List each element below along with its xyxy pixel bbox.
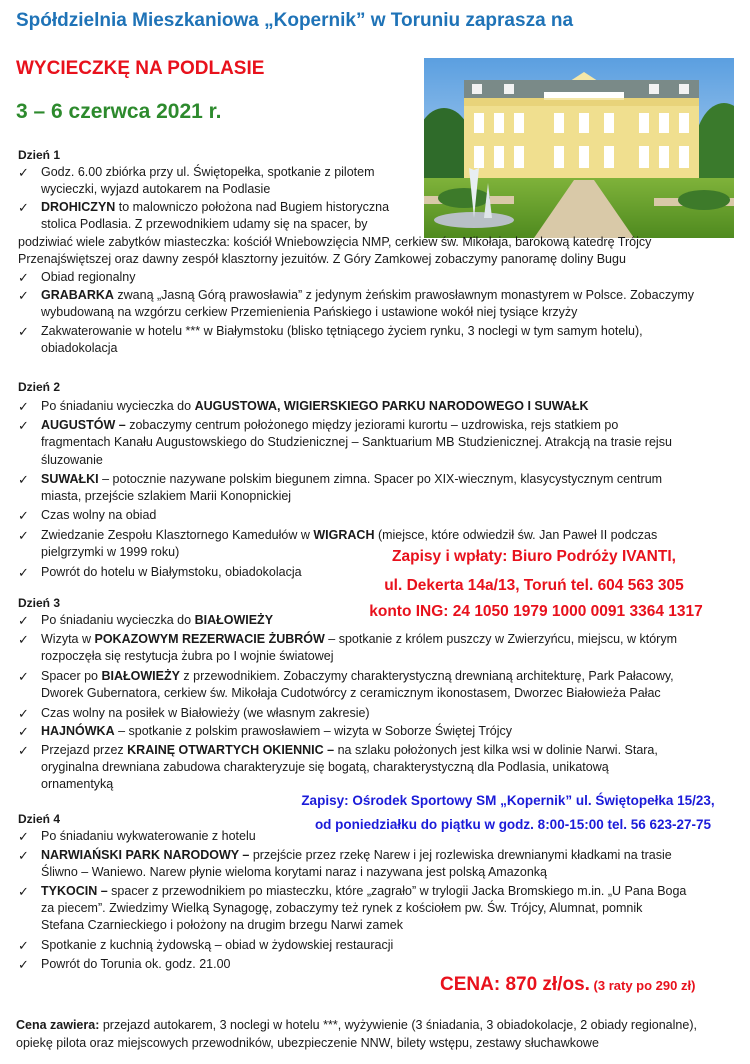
day1-item3: Obiad regionalny <box>41 270 136 284</box>
day2-item3-line1 <box>41 471 662 488</box>
check-icon: ✓ <box>18 418 29 433</box>
check-icon: ✓ <box>18 669 29 684</box>
day3-item4: Czas wolny na posiłek w Białowieży (we własnym zakresie) <box>41 706 370 720</box>
check-icon: ✓ <box>18 706 29 721</box>
place-name: NARWIAŃSKI PARK NARODOWY – <box>41 848 250 862</box>
office-line1: Zapisy: Ośrodek Sportowy SM „Kopernik” ul. Świętopełka 15/23, <box>301 793 715 808</box>
day2-item6: Powrót do hotelu w Białymstoku, obiadokolacja <box>41 565 302 579</box>
day1-label: Dzień 1 <box>18 148 61 162</box>
booking-line1: Zapisy i wpłaty: Biuro Podróży IVANTI, <box>392 548 676 565</box>
place-name: DROHICZYN <box>41 200 116 214</box>
item-text: przejście przez rzekę Narew i jej rozlewiska drewnianymi kładkami na trasie <box>249 848 672 862</box>
place-name: SUWAŁKI <box>41 472 99 486</box>
day3-item6-line3: ornamentyką <box>41 777 114 791</box>
item-text: Zwiedzanie Zespołu Klasztornego Kamedułów w <box>41 528 314 542</box>
day3-item6-line2: oryginalna drewniana zabudowa charakteryzuje się bogatą, charakterystyczną dla Podlasia, unikatową <box>41 760 609 774</box>
item-text: to malowniczo położona nad Bugiem historyczna <box>115 200 390 214</box>
day3-item5 <box>41 723 512 740</box>
item-text: – potocznie nazywane polskim biegunem zimna. Spacer po XIX-wiecznym, klasycystycznym centrum <box>98 472 663 486</box>
place-name: HAJNÓWKA <box>41 724 115 738</box>
day1-item1-line2: wycieczki, wyjazd autokarem na Podlasie <box>41 182 271 196</box>
place-name: POKAZOWYM REZERWACIE ŻUBRÓW <box>94 632 325 646</box>
check-icon: ✓ <box>18 472 29 487</box>
check-icon: ✓ <box>18 200 29 215</box>
day1-item4-line2: wybudowaną na wzgórzu cerkiew Przemienienia Pańskiego i ustawione wokół niej tysiące krzyży <box>41 305 578 319</box>
item-text: Wizyta w <box>41 632 95 646</box>
place-name: AUGUSTÓW – <box>41 418 126 432</box>
item-text: Spacer po <box>41 669 102 683</box>
item-text: Po śniadaniu wycieczka do <box>41 613 195 627</box>
check-icon: ✓ <box>18 288 29 303</box>
place-name: GRABARKA <box>41 288 114 302</box>
day2-item2-line3: śluzowanie <box>41 453 103 467</box>
day2-label: Dzień 2 <box>18 380 61 394</box>
organizer-title: Spółdzielnia Mieszkaniowa „Kopernik” w Toruniu zaprasza na <box>16 10 574 31</box>
day3-item6-line1 <box>41 742 658 759</box>
day2-item2-line2: fragmentach Kanału Augustowskiego do Studzienicznej – Sanktuarium MB Studzienicznej. Atrakcją na trasie rejsu <box>41 435 672 449</box>
check-icon: ✓ <box>18 829 29 844</box>
price-installments: (3 raty po 290 zł) <box>589 978 696 993</box>
booking-line2: ul. Dekerta 14a/13, Toruń tel. 604 563 305 <box>384 577 684 594</box>
check-icon: ✓ <box>18 938 29 953</box>
check-icon: ✓ <box>18 565 29 580</box>
price-main: CENA: 870 zł/os. <box>440 974 590 995</box>
check-icon: ✓ <box>18 324 29 339</box>
day4-item5: Powrót do Torunia ok. godz. 21.00 <box>41 957 231 971</box>
day3-label: Dzień 3 <box>18 596 61 610</box>
day1-item2-line3: podziwiać wiele zabytków miasteczka: kościół Wniebowzięcia NMP, cerkiew św. Mikołaja, barokową katedrę Trójcy <box>18 235 652 249</box>
day1-item4-line1 <box>41 287 694 304</box>
item-text: Przejazd przez <box>41 743 128 757</box>
day4-item3-line2: za piecem”. Zwiedzimy Wielką Synagogę, zobaczymy też rynek z kościołem pw. Św. Trójcy, Alumnat, pomnik <box>41 901 643 915</box>
place-name: TYKOCIN – <box>41 884 108 898</box>
price-line <box>440 974 695 996</box>
day2-item5-line1 <box>41 527 657 544</box>
price-includes <box>16 1016 734 1052</box>
day2-item4: Czas wolny na obiad <box>41 508 157 522</box>
item-text: – spotkanie z polskim prawosławiem – wizyta w Soborze Świętej Trójcy <box>114 724 512 738</box>
day1-item2-line1 <box>41 199 389 216</box>
item-text: – spotkanie z królem puszczy w Zwierzyńcu, miejscu, w którym <box>324 632 677 646</box>
price-includes-text: przejazd autokarem, 3 noclegi w hotelu ***, wyżywienie (3 śniadania, 3 obiadokolacje, 2 obiady regionalne), opiekę pilota oraz miejscowych przewodników, ubezpieczenie NNW, bilety wstępu, zestawy słuchawkowe <box>16 1018 697 1050</box>
check-icon: ✓ <box>18 884 29 899</box>
place-name: BIAŁOWIEŻY <box>101 669 180 683</box>
day4-item3-line3: Stefana Czarnieckiego i położony na drugim brzegu Narwi zamek <box>41 918 403 932</box>
day4-item3-line1 <box>41 883 686 900</box>
day1-item5-line1: Zakwaterowanie w hotelu *** w Białymstoku (blisko tętniącego życiem rynku, 3 noclegi w tym samym hotelu), <box>41 324 643 338</box>
day4-item2-line1 <box>41 847 672 864</box>
check-icon: ✓ <box>18 848 29 863</box>
place-name: AUGUSTOWA, WIGIERSKIEGO PARKU NARODOWEGO I SUWAŁK <box>194 399 589 413</box>
check-icon: ✓ <box>18 528 29 543</box>
item-text: zwaną „Jasną Górą prawosławia” z jedynym żeńskim prawosławnym monastyrem w Polsce. Zobaczymy <box>113 288 694 302</box>
item-text: zobaczymy centrum położonego między jeziorami kurortu – uzdrowiska, rejs statkiem po <box>125 418 619 432</box>
check-icon: ✓ <box>18 632 29 647</box>
item-text: na szlaku położonych jest kilka wsi w dolinie Narwi. Stara, <box>334 743 658 757</box>
item-text: spacer z przewodnikiem po miasteczku, które „zagrało” w trylogii Jacka Bromskiego m.in. „U Pana Boga <box>107 884 687 898</box>
check-icon: ✓ <box>18 613 29 628</box>
palace-photo <box>424 58 734 238</box>
day4-label: Dzień 4 <box>18 812 61 826</box>
check-icon: ✓ <box>18 724 29 739</box>
office-line2: od poniedziałku do piątku w godz. 8:00-15:00 tel. 56 623-27-75 <box>314 817 712 832</box>
place-name: BIAŁOWIEŻY <box>194 613 274 627</box>
check-icon: ✓ <box>18 957 29 972</box>
day3-item2-line2: rozpoczęła się restytucja żubra po I wojnie światowej <box>41 649 334 663</box>
day1-item2-line2: stolica Podlasia. Z przewodnikiem udamy się na spacer, by <box>41 217 368 231</box>
price-includes-label: Cena zawiera: <box>16 1018 100 1032</box>
check-icon: ✓ <box>18 165 29 180</box>
day3-item3-line2: Dworek Gubernatora, cerkiew św. Mikołaja Cudotwórcy z ceramicznym ikonostasem, Dworzec Białowieża Pałac <box>41 686 661 700</box>
check-icon: ✓ <box>18 270 29 285</box>
day4-item1: Po śniadaniu wykwaterowanie z hotelu <box>41 829 256 843</box>
day3-item2-line1 <box>41 631 677 648</box>
trip-heading: WYCIECZKĘ NA PODLASIE <box>16 58 265 79</box>
check-icon: ✓ <box>18 743 29 758</box>
place-name: WIGRACH <box>313 528 375 542</box>
day2-item3-line2: miasta, przejście szlakiem Marii Konopnickiej <box>41 489 292 503</box>
day4-item4: Spotkanie z kuchnią żydowską – obiad w żydowskiej restauracji <box>41 938 394 952</box>
day3-item3-line1 <box>41 668 674 685</box>
place-name: KRAINĘ OTWARTYCH OKIENNIC – <box>127 743 335 757</box>
day1-item2-line4: Przenajświętszej oraz dawny zespół klasztorny jezuitów. Z Góry Zamkowej zobaczymy panoramę doliny Bugu <box>18 252 626 266</box>
day3-item1 <box>41 612 273 629</box>
item-text: (miejsce, które odwiedził św. Jan Paweł II podczas <box>374 528 658 542</box>
check-icon: ✓ <box>18 399 29 414</box>
day2-item5-line2: pielgrzymki w 1999 roku) <box>41 545 180 559</box>
day4-item2-line2: Śliwno – Waniewo. Narew płynie wieloma korytami naraz i nazywana jest polską Amazonką <box>41 865 548 879</box>
booking-line3: konto ING: 24 1050 1979 1000 0091 3364 1317 <box>369 603 703 620</box>
item-text: Po śniadaniu wycieczka do <box>41 399 195 413</box>
day2-item2-line1 <box>41 417 618 434</box>
day1-item5-line2: obiadokolacja <box>41 341 118 355</box>
check-icon: ✓ <box>18 508 29 523</box>
item-text: z przewodnikiem. Zobaczymy charakterystyczną drewnianą architekturę, Park Pałacowy, <box>179 669 674 683</box>
day2-item1 <box>41 398 589 415</box>
trip-dates: 3 – 6 czerwca 2021 r. <box>16 100 222 123</box>
day1-item1-line1: Godz. 6.00 zbiórka przy ul. Świętopełka, spotkanie z pilotem <box>41 165 375 179</box>
